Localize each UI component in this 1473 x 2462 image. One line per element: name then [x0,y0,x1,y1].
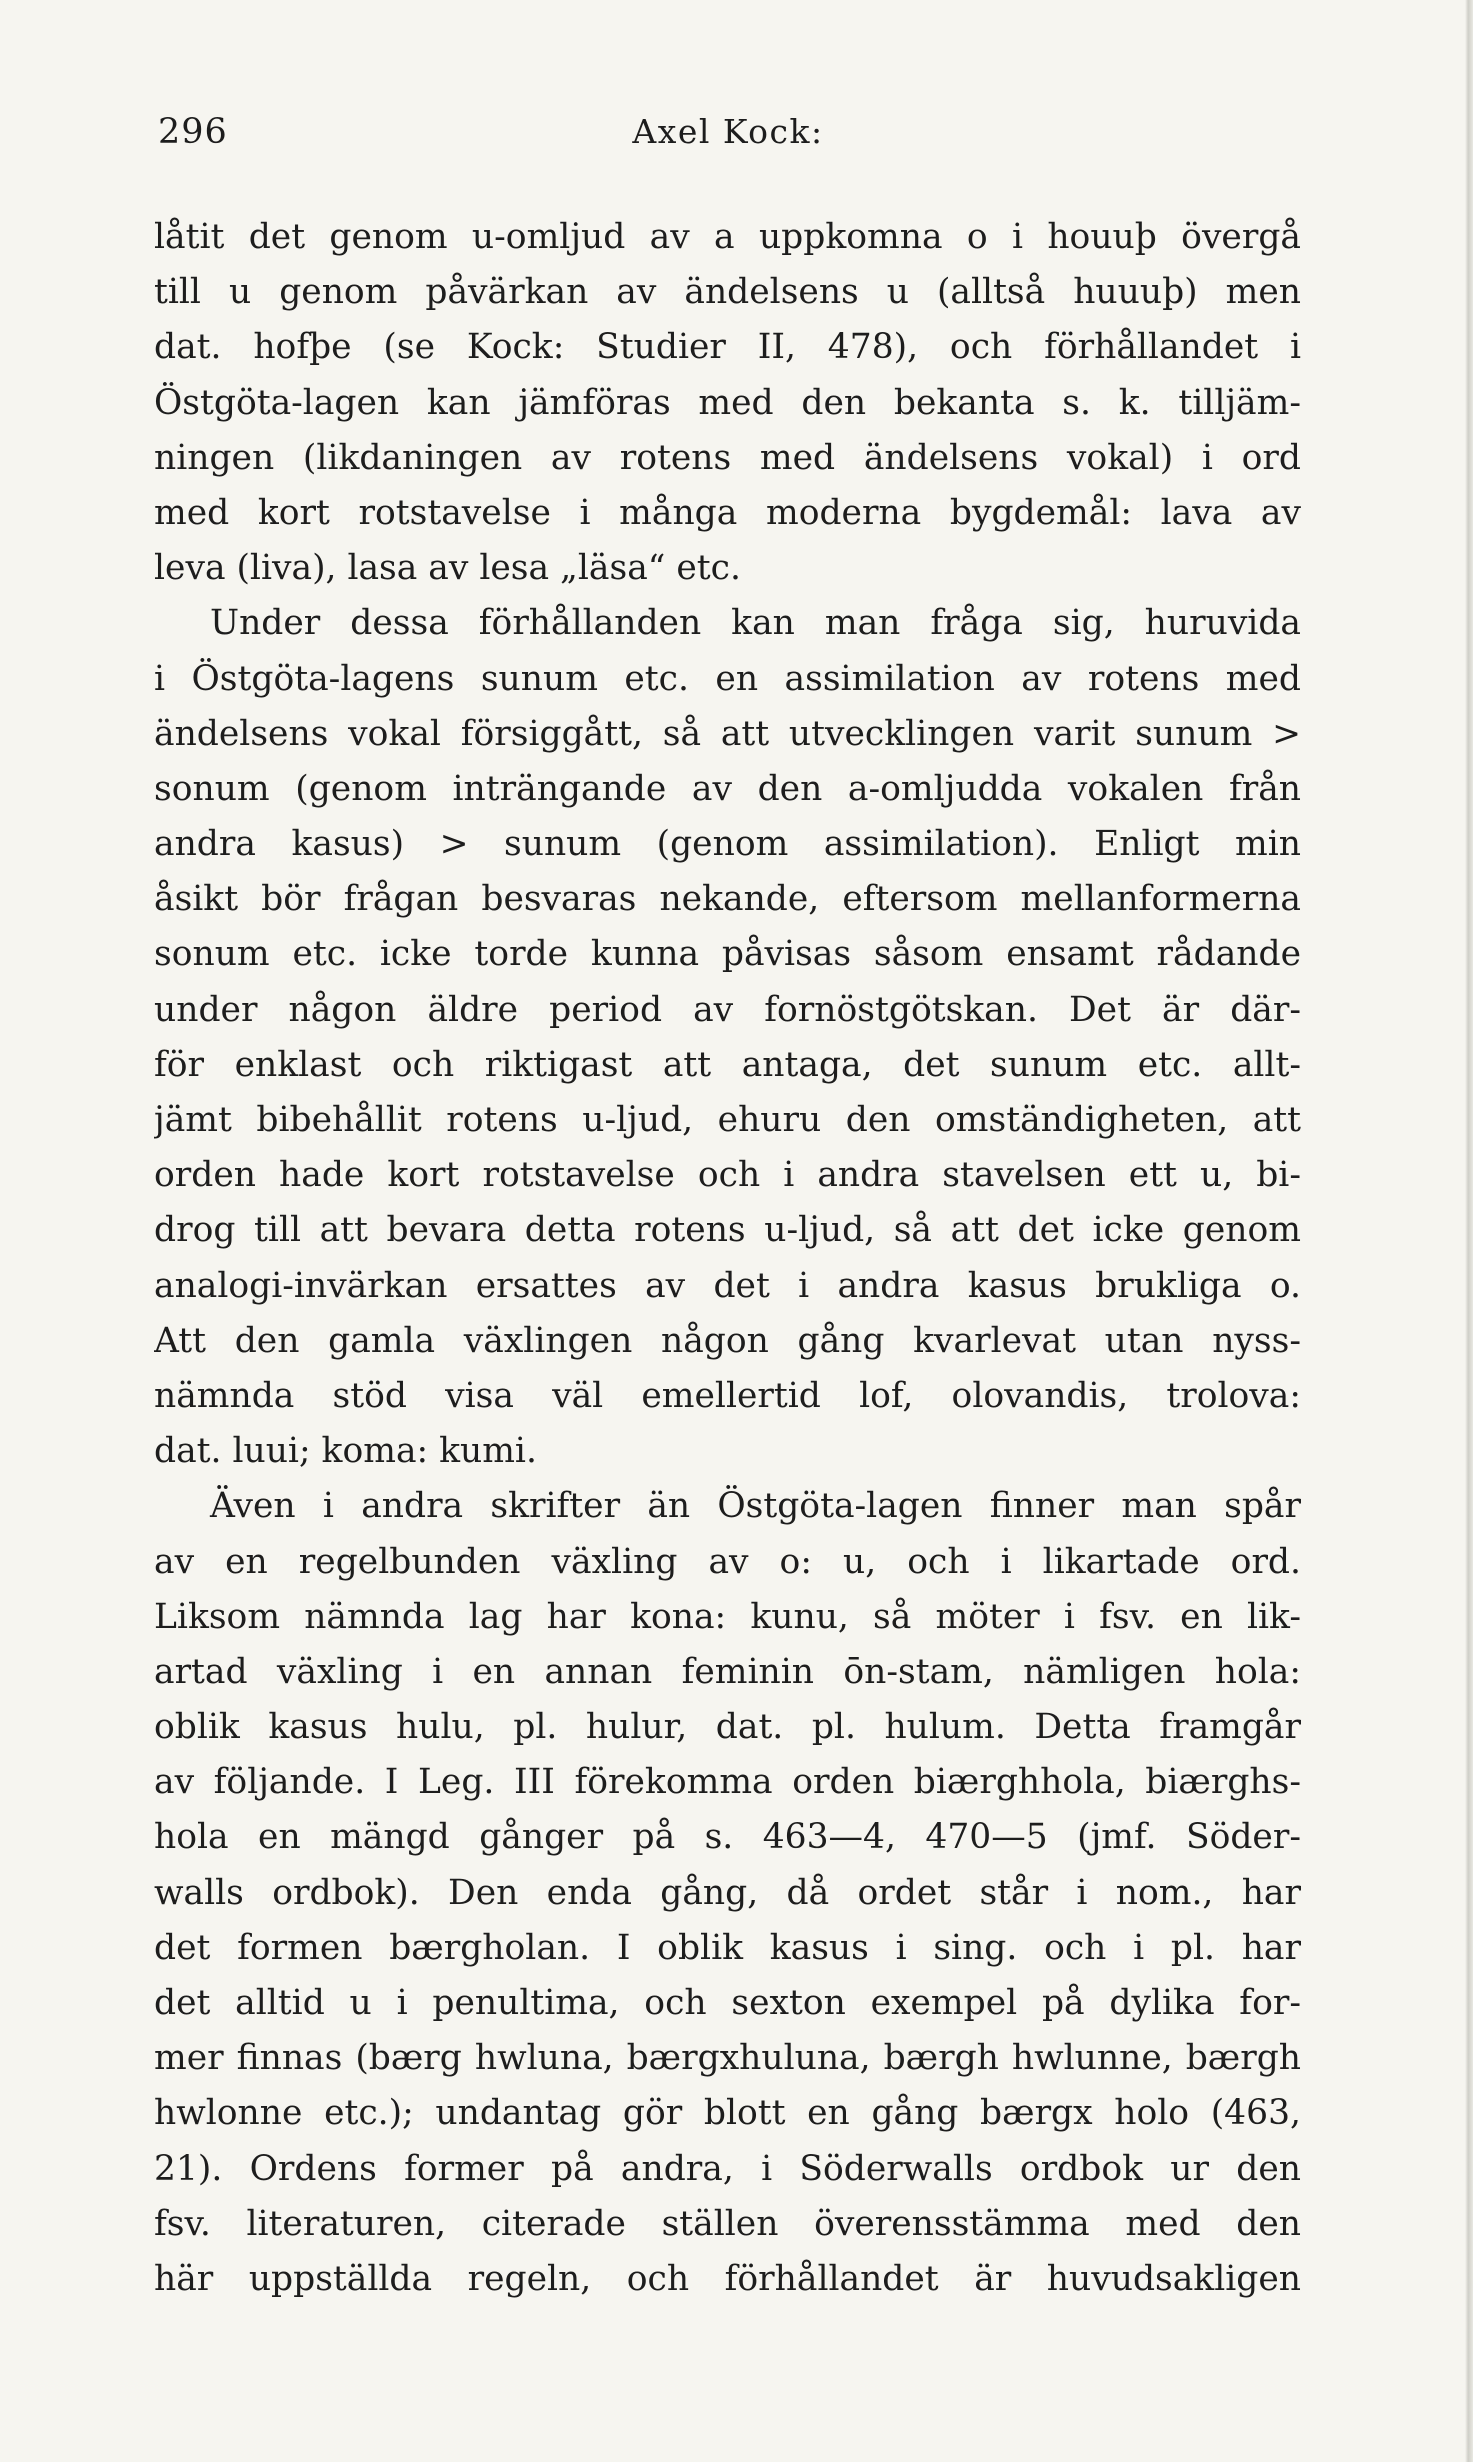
text-line: drog till att bevara detta rotens u-ljud, så att det icke genom [154,1210,1301,1251]
text-line: det formen bærgholan. I oblik kasus i sing. och i pl. har [154,1927,1301,1968]
text-line: fsv. literaturen, citerade ställen överensstämma med den [154,2203,1301,2244]
text-line: Östgöta-lagen kan jämföras med den bekanta s. k. tilljäm- [154,382,1301,423]
text-line: för enklast och riktigast att antaga, det sunum etc. allt- [154,1044,1301,1085]
text-line: jämt bibehållit rotens u-ljud, ehuru den omständigheten, att [154,1100,1301,1140]
text-line: andra kasus) > sunum (genom assimilation). Enligt min [154,824,1301,865]
text-line: nämnda stöd visa väl emellertid lof, olovandis, trolova: [154,1375,1301,1416]
text-line: under någon äldre period av fornöstgötskan. Det är där- [154,989,1301,1030]
text-line: av en regelbunden växling av o: u, och i likartade ord. [154,1541,1301,1582]
text-line: åsikt bör frågan besvaras nekande, eftersom mellanformerna [154,879,1301,920]
text-line: här uppställda regeln, och förhållandet är huvudsakligen [154,2258,1301,2299]
text-line: med kort rotstavelse i många moderna bygdemål: lava av [154,492,1301,533]
text-line: sonum etc. icke torde kunna påvisas såsom ensamt rådande [154,934,1301,975]
text-line: orden hade kort rotstavelse och i andra stavelsen ett u, bi- [154,1155,1301,1196]
text-line: Att den gamla växlingen någon gång kvarlevat utan nyss- [154,1320,1301,1361]
text-line: 21). Ordens former på andra, i Söderwalls ordbok ur den [154,2148,1301,2189]
text-line: av följande. I Leg. III förekomma orden biærghhola, biærghs- [154,1762,1301,1803]
text-line: analogi-invärkan ersattes av det i andra kasus brukliga o. [154,1265,1301,1306]
text-line: i Östgöta-lagens sunum etc. en assimilation av rotens med [154,658,1301,699]
text-line: till u genom påvärkan av ändelsens u (alltså huuuþ) men [154,272,1301,313]
text-line: dat. hofþe (se Kock: Studier II, 478), och förhållandet i [154,327,1301,368]
text-line: mer finnas (bærg hwluna, bærgxhuluna, bærgh hwlunne, bærgh [154,2038,1301,2079]
page-number: 296 [158,112,228,152]
text-line: walls ordbok). Den enda gång, då ordet står i nom., har [154,1872,1301,1913]
text-line: leva (liva), lasa av lesa „läsa“ etc. [154,548,741,589]
text-line: det alltid u i penultima, och sexton exempel på dylika for- [154,1983,1301,2023]
page-header [158,112,1298,172]
text-line: oblik kasus hulu, pl. hulur, dat. pl. hulum. Detta framgår [154,1707,1301,1748]
text-line: ningen (likdaningen av rotens med ändelsens vokal) i ord [154,437,1301,478]
text-line: ändelsens vokal försiggått, så att utvecklingen varit sunum > [154,713,1301,754]
text-line: sonum (genom inträngande av den a-omljudda vokalen från [154,768,1301,809]
body-text [154,210,1301,2307]
text-line: dat. luui; koma: kumi. [154,1431,537,1472]
paragraph-start: Under dessa förhållanden kan man fråga sig, huruvida [210,603,1301,644]
page-edge [1465,0,1473,2462]
running-head: Axel Kock: [632,112,824,151]
text-line: artad växling i en annan feminin ōn-stam, nämligen hola: [154,1651,1301,1692]
text-line: hwlonne etc.); undantag gör blott en gång bærgx holo (463, [154,2093,1301,2134]
paragraph-start: Även i andra skrifter än Östgöta-lagen finner man spår [210,1486,1301,1527]
text-line: hola en mängd gånger på s. 463—4, 470—5 (jmf. Söder- [154,1817,1301,1858]
text-line: Liksom nämnda lag har kona: kunu, så möter i fsv. en lik- [154,1596,1301,1637]
text-line: låtit det genom u-omljud av a uppkomna o i houuþ övergå [154,217,1301,257]
